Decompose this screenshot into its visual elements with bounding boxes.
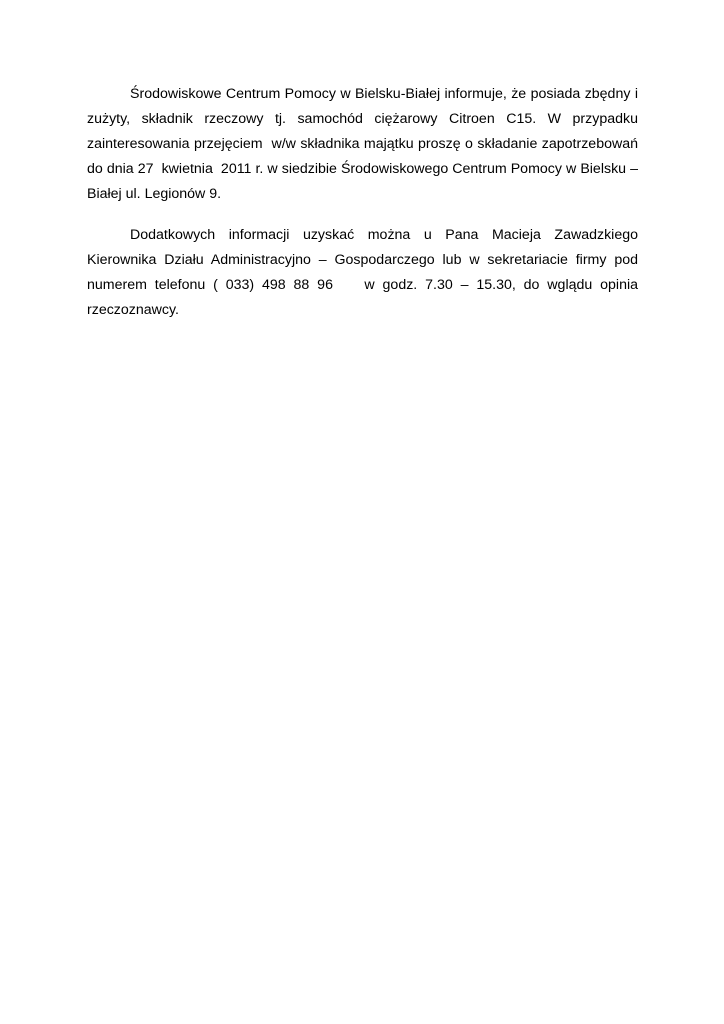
paragraph-announcement: Środowiskowe Centrum Pomocy w Bielsku-Białej informuje, że posiada zbędny i zużyty, składnik rzeczowy tj. samochód ciężarowy Citroen C15. W przypadku zainteresowania przejęciem w/w składnika majątku proszę o składanie zapotrzebowań do dnia 27 kwietnia 2011 r. w siedzibie Środowiskowego Centrum Pomocy w Bielsku – Białej ul. Legionów 9. [87,86,642,202]
paragraph-contact-info: Dodatkowych informacji uzyskać można u Pana Macieja Zawadzkiego Kierownika Działu Administracyjno – Gospodarczego lub w sekretariacie firmy pod numerem telefonu ( 033) 498 88 96 w godz. 7.30 – 15.30, do wglądu opinia rzeczoznawcy. [87,227,642,318]
document-body [87,82,642,323]
